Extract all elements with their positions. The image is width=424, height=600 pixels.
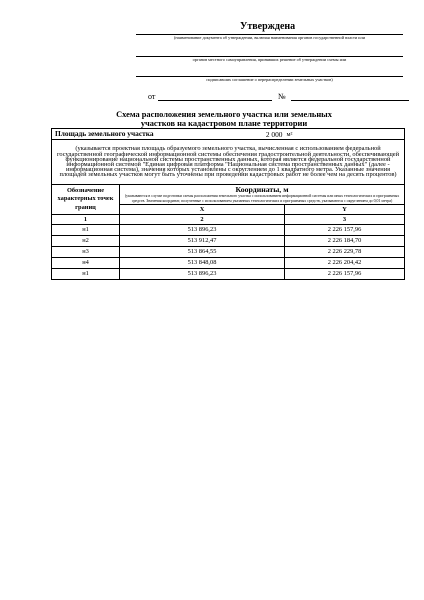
approved-heading: Утверждена (240, 21, 296, 32)
number-blank-line (291, 100, 409, 101)
table-row (52, 246, 405, 257)
approval-authority-line (136, 56, 403, 62)
axis-y-header: Y (285, 204, 405, 214)
point-y: 2 226 157,96 (285, 268, 405, 279)
table-row (52, 235, 405, 246)
coords-title: Координаты, м (235, 185, 289, 194)
approval-document-caption: (наименование документа об утверждении, включая наименования органов государственной власти или (173, 35, 366, 40)
point-name: н1 (52, 224, 120, 235)
point-y: 2 226 204,42 (285, 257, 405, 268)
coords-note: (указываются в случае подготовки схемы расположения земельного участка с использованием информационной системы или иных технологических и программных средств. Значения координат, полученные с использованием указанных технологических и программных средств, указываются с округлением до 0,01 метра) (124, 194, 400, 203)
table-row (52, 257, 405, 268)
point-name: н4 (52, 257, 120, 268)
area-note-row (52, 140, 405, 185)
point-name: н2 (52, 235, 120, 246)
column-number-row (52, 214, 405, 224)
area-row (52, 129, 405, 140)
area-label: Площадь земельного участка (55, 129, 154, 138)
date-label: от (148, 92, 156, 101)
area-unit: м² (285, 129, 405, 140)
point-y: 2 226 157,96 (285, 224, 405, 235)
area-label-cell (52, 129, 285, 140)
table-row (52, 224, 405, 235)
point-name: н3 (52, 246, 120, 257)
coords-header (120, 185, 405, 205)
scheme-title-line-1: Схема расположения земельного участка или земельных (116, 110, 332, 119)
area-value: 2 000 (265, 129, 283, 139)
axis-x-header: X (120, 204, 285, 214)
column-number-3: 3 (285, 214, 405, 224)
agreement-caption: подписавших соглашение о перераспределении земельных участков) (206, 77, 333, 82)
point-x: 513 848,08 (120, 257, 285, 268)
column-number-2: 2 (120, 214, 285, 224)
point-x: 513 896,23 (120, 268, 285, 279)
table-row (52, 268, 405, 279)
points-header: Обозначение характерных точек границ (52, 185, 120, 215)
date-number-row (148, 92, 408, 102)
point-x: 513 912,47 (120, 235, 285, 246)
number-label: № (278, 92, 286, 101)
point-x: 513 864,55 (120, 246, 285, 257)
scheme-title (84, 110, 364, 128)
area-note: (указывается проектная площадь образуемого земельного участка, вычисленная с использованием федеральной государственной географической информационной системы обеспечения градостроительной деятельности, обеспечивающей функционирование национальной системы пространственных данных, которая является федеральной государственной информационной системой "Единая цифровая платформа "Национальная система пространственных данных" (далее - информационная система), значения которых установлены с округлением до 1 квадратного метра. Указанные значения площадей земельных участков могут быть уточнены при проведении кадастровых работ не более чем на десять процентов) (52, 140, 405, 185)
point-name: н1 (52, 268, 120, 279)
scheme-title-line-2: участков на кадастровом плане территории (140, 119, 308, 128)
coords-header-row (52, 185, 405, 205)
approval-document-line (136, 34, 403, 40)
point-y: 2 226 184,70 (285, 235, 405, 246)
approval-authority-caption: органов местного самоуправления, принявших решение об утверждении схемы или (192, 57, 347, 62)
scheme-table (51, 128, 405, 280)
agreement-line (136, 76, 403, 82)
point-x: 513 896,23 (120, 224, 285, 235)
point-y: 2 226 229,78 (285, 246, 405, 257)
date-blank-line (158, 100, 272, 101)
column-number-1: 1 (52, 214, 120, 224)
